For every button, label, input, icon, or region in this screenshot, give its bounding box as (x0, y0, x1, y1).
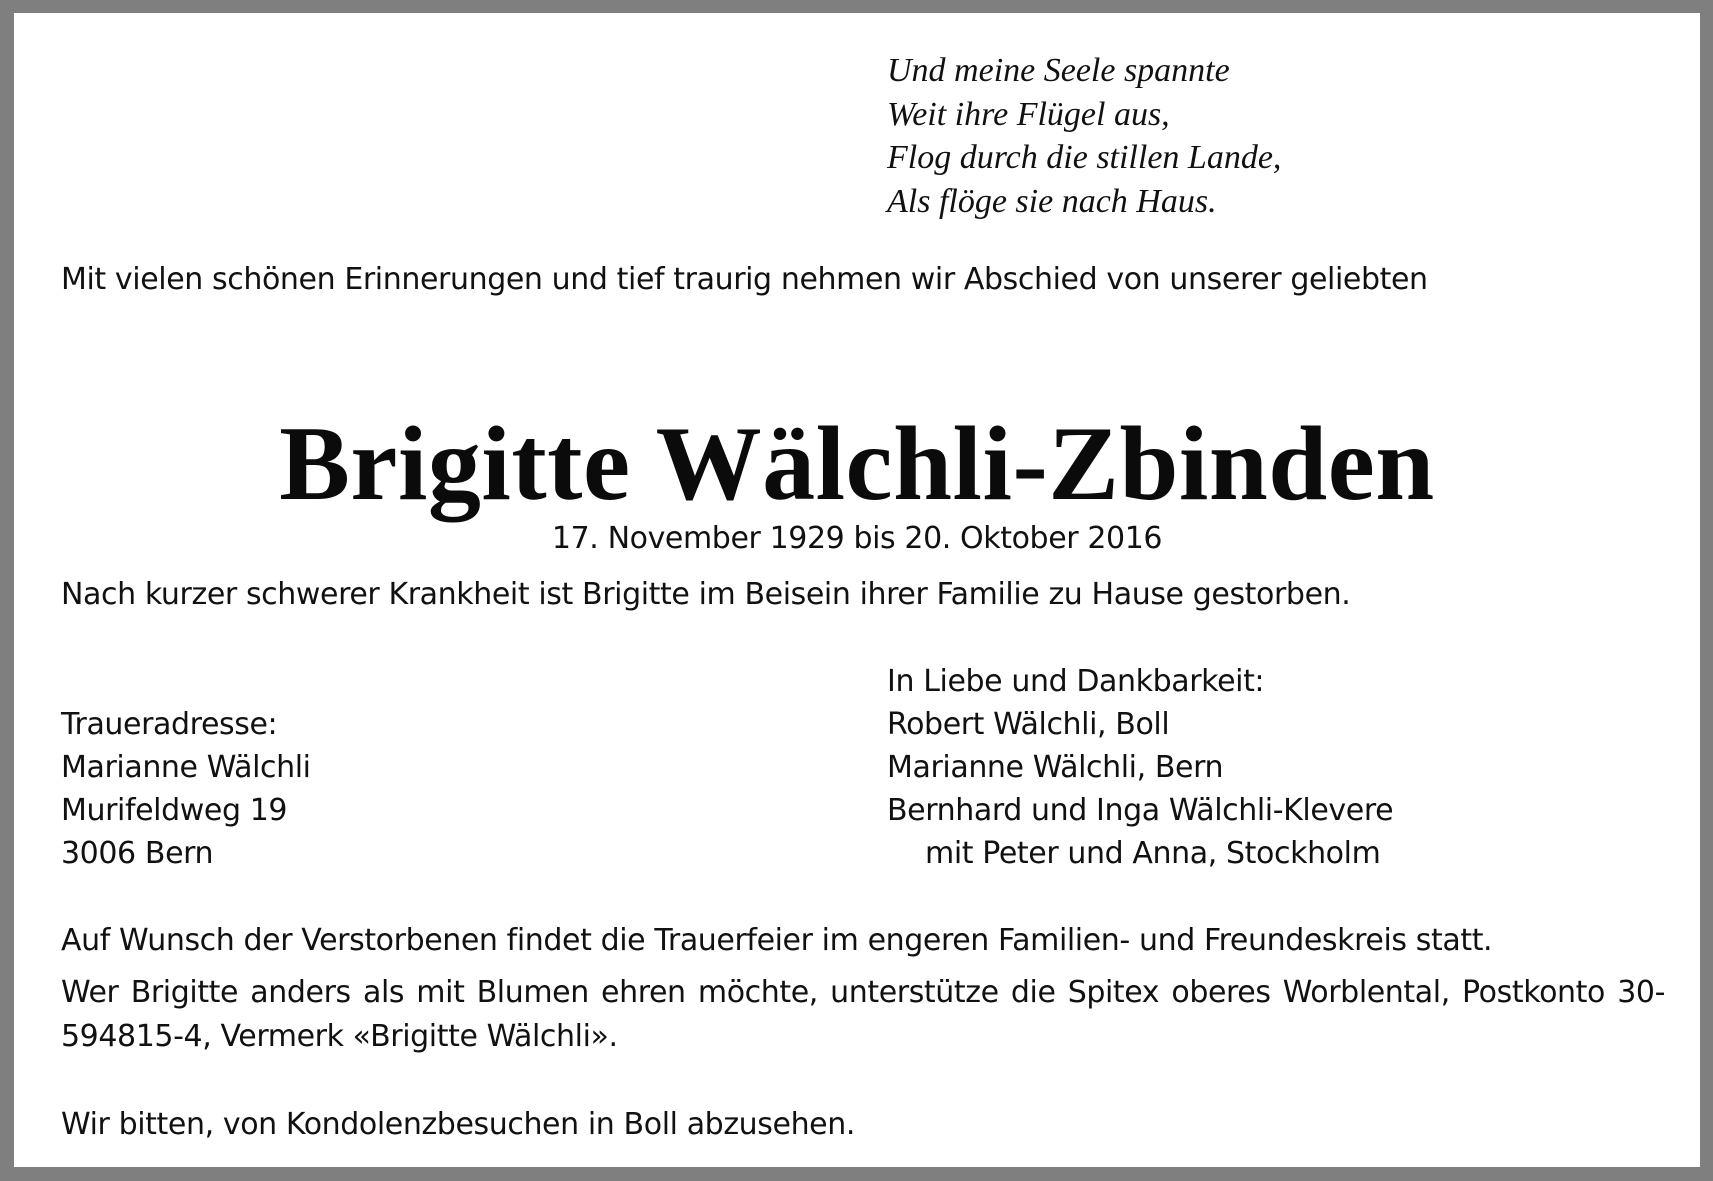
family-member: Bernhard und Inga Wälchli-Klevere (887, 793, 1394, 828)
address-line: Marianne Wälchli (61, 750, 311, 785)
poem-line: Weit ihre Flügel aus, (887, 95, 1170, 133)
donation-note: Wer Brigitte anders als mit Blumen ehren möchte, unterstütze die Spitex oberes Worblental, Postkonto 30-594815-4, Vermerk «Brigitte Wälchli». (61, 975, 1665, 1054)
poem-line: Als flöge sie nach Haus. (887, 182, 1217, 220)
family-label: In Liebe und Dankbarkeit: (887, 664, 1265, 699)
address-line: Murifeldweg 19 (61, 793, 288, 828)
poem-line: Und meine Seele spannte (887, 52, 1230, 89)
condolence-note: Wir bitten, von Kondolenzbesuchen in Boll abzusehen. (61, 1107, 855, 1142)
family-member: mit Peter und Anna, Stockholm (925, 836, 1381, 871)
address-line: 3006 Bern (61, 836, 214, 871)
intro-text: Mit vielen schönen Erinnerungen und tief traurig nehmen wir Abschied von unserer geliebten (61, 262, 1428, 297)
family-member: Robert Wälchli, Boll (887, 707, 1170, 742)
family-member: Marianne Wälchli, Bern (887, 750, 1224, 785)
poem-verse (887, 49, 1281, 223)
mourning-address (61, 703, 311, 875)
deceased-name: Brigitte Wälchli-Zbinden (279, 405, 1435, 523)
poem-line: Flog durch die stillen Lande, (887, 139, 1282, 176)
life-dates: 17. November 1929 bis 20. Oktober 2016 (551, 521, 1163, 556)
illness-note: Nach kurzer schwerer Krankheit ist Brigitte im Beisein ihrer Familie zu Hause gestorben. (61, 577, 1351, 612)
mourning-address-label: Traueradresse: (61, 707, 278, 742)
family-signatories (887, 660, 1393, 875)
ceremony-note: Auf Wunsch der Verstorbenen findet die Trauerfeier im engeren Familien- und Freundeskreis statt. (61, 923, 1493, 958)
